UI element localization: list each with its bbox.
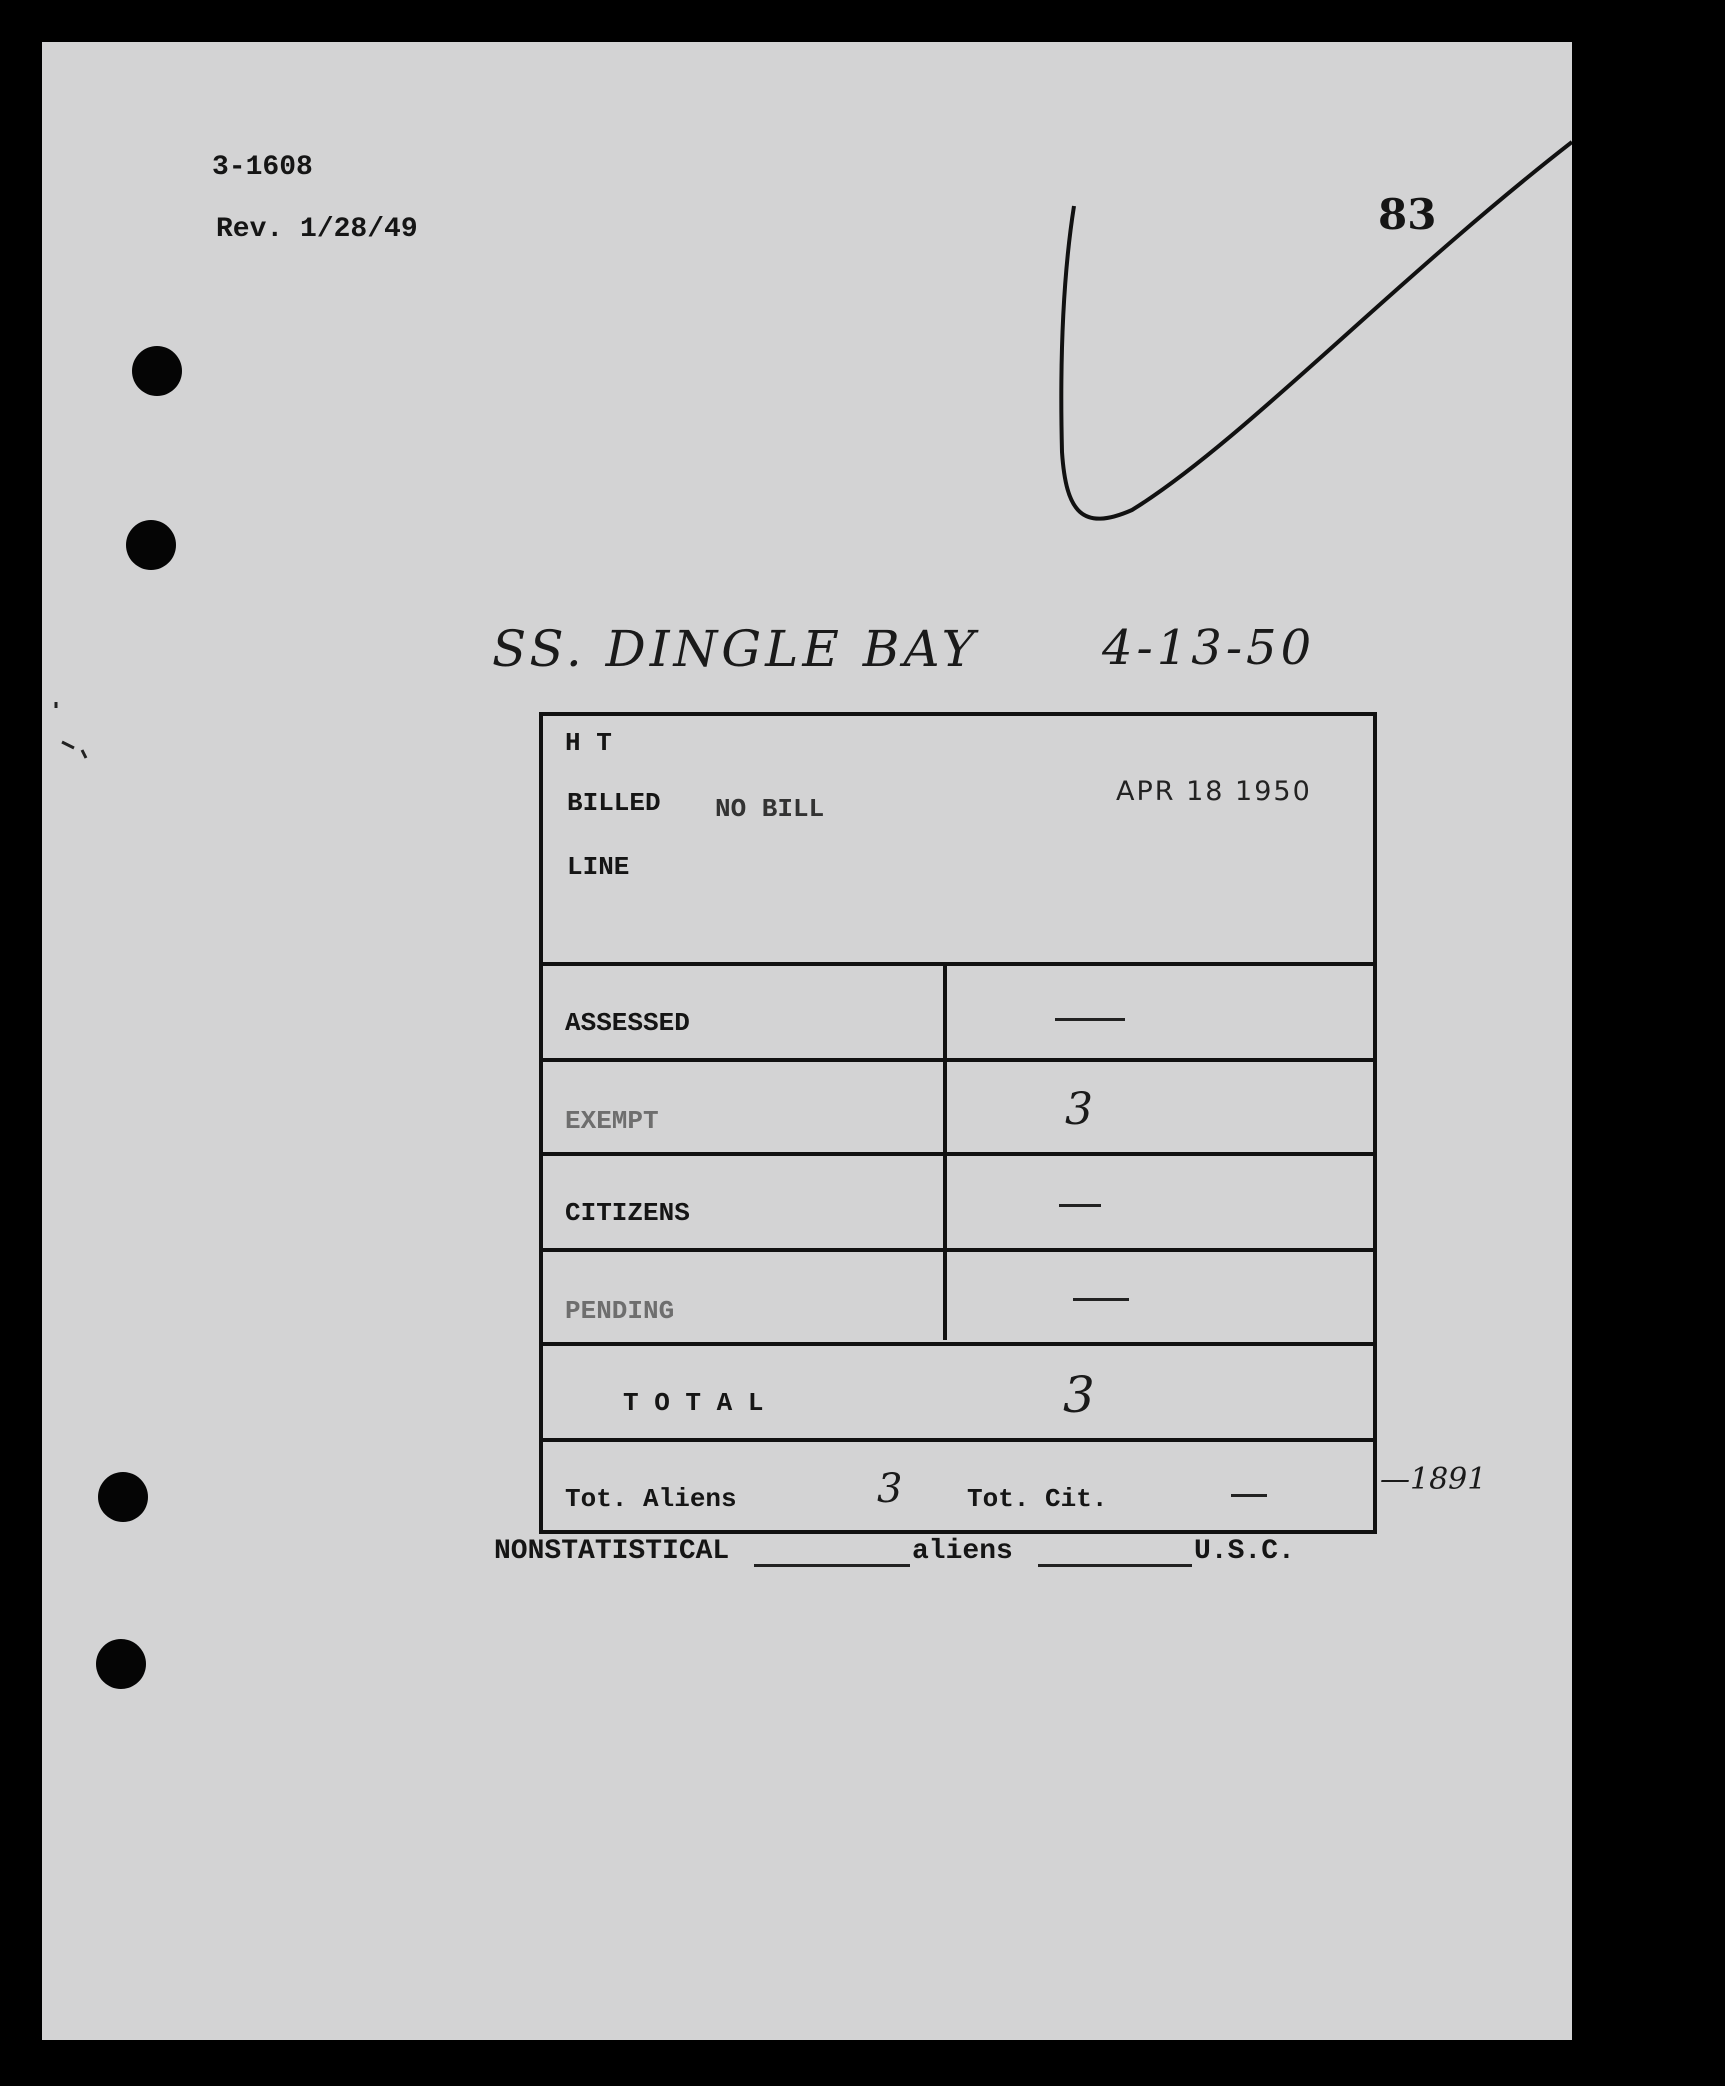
ht-label: H T: [565, 728, 612, 758]
total-label: T O T A L: [623, 1388, 764, 1418]
nonstatistical-label: NONSTATISTICAL: [494, 1536, 730, 1567]
received-date-stamp: APR 18 1950: [1116, 776, 1312, 807]
check-mark: [42, 42, 1572, 2040]
row-label-exempt: EXEMPT: [565, 1106, 659, 1136]
line-label: LINE: [567, 852, 630, 882]
total-citizens-label: Tot. Cit.: [967, 1484, 1108, 1514]
row-label-citizens: CITIZENS: [565, 1198, 690, 1228]
row-label-pending: PENDING: [565, 1296, 675, 1326]
edge-mark: [56, 702, 86, 758]
handwritten-date: 4-13-50: [1102, 620, 1316, 676]
page-number: 83: [1378, 190, 1437, 239]
form-revision: Rev. 1/28/49: [216, 214, 418, 245]
margin-note: —1891: [1380, 1462, 1487, 1497]
form-number: 3-1608: [212, 152, 313, 183]
total-value: 3: [1063, 1366, 1095, 1424]
no-bill-stamp: NO BILL: [715, 794, 825, 824]
row-value-exempt: 3: [1065, 1084, 1093, 1135]
vessel-name: SS. DINGLE BAY: [492, 620, 979, 678]
check-mark-stroke: [1061, 142, 1572, 519]
document-page: [42, 42, 1572, 2040]
total-aliens-value: 3: [877, 1466, 903, 1512]
footer-aliens-label: aliens: [912, 1536, 1013, 1567]
row-label-assessed: ASSESSED: [565, 1008, 690, 1038]
billed-label: BILLED: [567, 788, 661, 818]
usc-label: U.S.C.: [1194, 1536, 1295, 1567]
total-aliens-label: Tot. Aliens: [565, 1484, 737, 1514]
